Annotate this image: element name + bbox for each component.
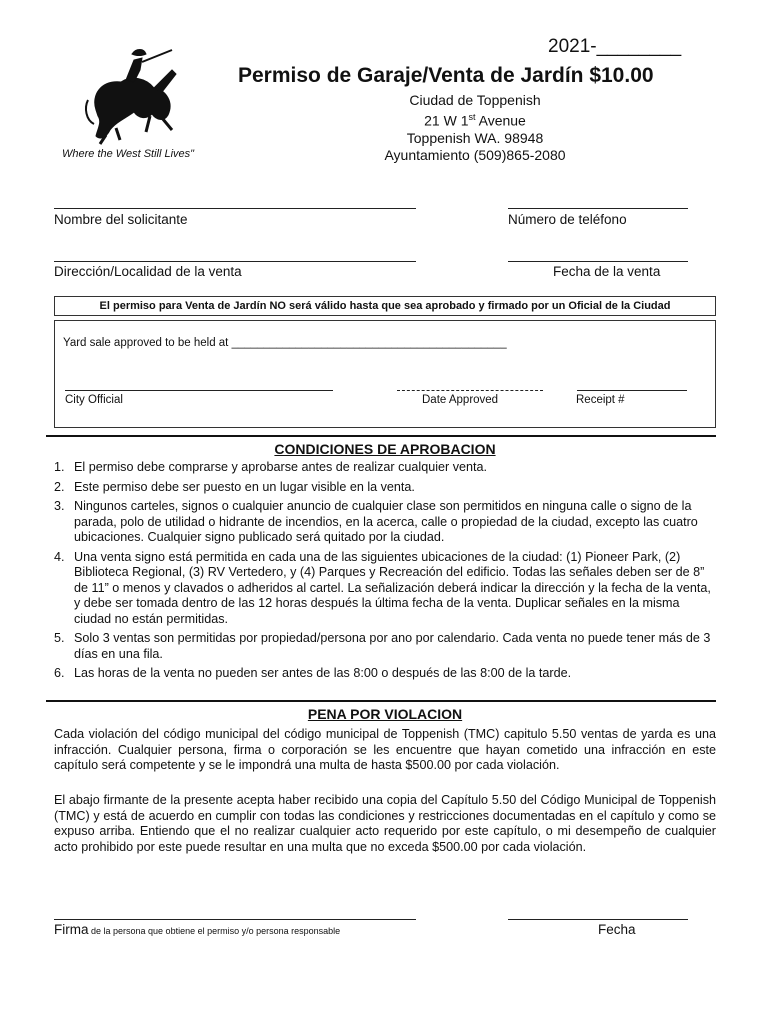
date-approved-line[interactable] — [397, 390, 543, 391]
permit-year: 2021-________ — [548, 36, 682, 57]
signature-date-label: Fecha — [598, 922, 636, 937]
receipt-label: Receipt # — [576, 394, 625, 406]
receipt-line[interactable] — [577, 390, 687, 391]
official-use-box — [54, 320, 716, 428]
sale-address-line[interactable] — [54, 261, 416, 262]
list-item: 1. El permiso debe comprarse y aprobarse antes de realizar cualquier venta. — [54, 460, 488, 474]
bronco-rider-logo — [76, 40, 186, 145]
city-official-label: City Official — [65, 394, 123, 406]
city-state-zip: Toppenish WA. 98948 — [406, 129, 544, 146]
phone-number-label: Número de teléfono — [508, 212, 627, 227]
city-address — [360, 92, 590, 164]
signature-line[interactable] — [54, 919, 416, 920]
signature-label: Firma de la persona que obtiene el permiso y/o persona responsable — [54, 922, 341, 937]
phone-number-line[interactable] — [508, 208, 688, 209]
sale-date-label: Fecha de la venta — [553, 264, 661, 279]
city-phone: Ayuntamiento (509)865-2080 — [384, 146, 566, 163]
conditions-list — [54, 460, 716, 686]
applicant-name-line[interactable] — [54, 208, 416, 209]
city-name: Ciudad de Toppenish — [409, 92, 541, 108]
list-item: 6. Las horas de la venta no pueden ser antes de las 8:00 o después de las 8:00 de la tarde. — [54, 666, 572, 680]
date-approved-label: Date Approved — [422, 394, 499, 406]
applicant-name-label: Nombre del solicitante — [54, 212, 188, 227]
street-address: 21 W 1st Avenue — [424, 112, 526, 129]
sale-address-label: Dirección/Localidad de la venta — [54, 264, 242, 279]
validity-notice: El permiso para Venta de Jardín NO será válido hasta que sea aprobado y firmado por un Oficial de la Ciudad — [54, 296, 716, 316]
city-official-line[interactable] — [65, 390, 333, 391]
list-item: 5. Solo 3 ventas son permitidas por propiedad/persona por ano por calendario. Cada venta no puede tener más de 3 días en una fila. — [54, 631, 711, 661]
sale-date-line[interactable] — [508, 261, 688, 262]
agreement-paragraph: El abajo firmante de la presente acepta haber recibido una copia del Capítulo 5.50 del Código Municipal de Toppenish (TMC) y está de acuerdo en cumplir con todas las condiciones y restricciones documentadas en el capítulo y como se expuso arriba. Entiendo que el no realizar cualquier acto requerido por este capítulo, o mi desempeño de cualquier acto prohibido por este puede resultar en una multa que no exceda $500.00 por cada violación. — [54, 793, 716, 854]
list-item: 3. Ningunos carteles, signos o cualquier anuncio de cualquier clase son permitidos en ninguna calle o signo de la parada, polo de utilidad o hidrante de incendios, en la acerca, calle o propiedad de la ciudad, excepto las cuatro ubicaciones. Cualquier signo publicado será quitado por la ciudad. — [54, 499, 698, 544]
penalty-heading: PENA POR VIOLACION — [307, 706, 463, 722]
list-item: 4. Una venta signo está permitida en cada una de las siguientes ubicaciones de la ciudad: (1) Pioneer Park, (2) Biblioteca Regional, (3) RV Vertedero, y (4) Parques y Recreación del edificio. Todas las señales deben ser de 8” de 11” o menos y clavados o adheridos al cartel. La señalización deberá indicar la dirección y la fecha de la venta, y debe ser tomada dentro de las 12 horas después la última fecha de la venta. Duplicar señales en la misma ciudad no están permitidas. — [54, 549, 711, 626]
signature-date-line[interactable] — [508, 919, 688, 920]
conditions-heading: CONDICIONES DE APROBACION — [274, 441, 496, 457]
city-slogan: Where the West Still Lives" — [62, 148, 195, 160]
list-item: 2. Este permiso debe ser puesto en un lugar visible en la venta. — [54, 479, 415, 494]
penalty-paragraph: Cada violación del código municipal del código municipal de Toppenish (TMC) capitulo 5.50 ventas de yarda es una infracción. Cualquier persona, firma o corporación se les encuentre que hayan cometido una infracción en este capítulo será competente y se le impondrá una multa de hasta $500.00 por cada violación. — [54, 727, 716, 772]
section-divider — [46, 700, 716, 702]
section-divider — [46, 435, 716, 437]
page-title: Permiso de Garaje/Venta de Jardín $10.00 — [238, 64, 654, 87]
approved-location-field[interactable]: Yard sale approved to be held at ___________________________________________ — [63, 337, 507, 349]
